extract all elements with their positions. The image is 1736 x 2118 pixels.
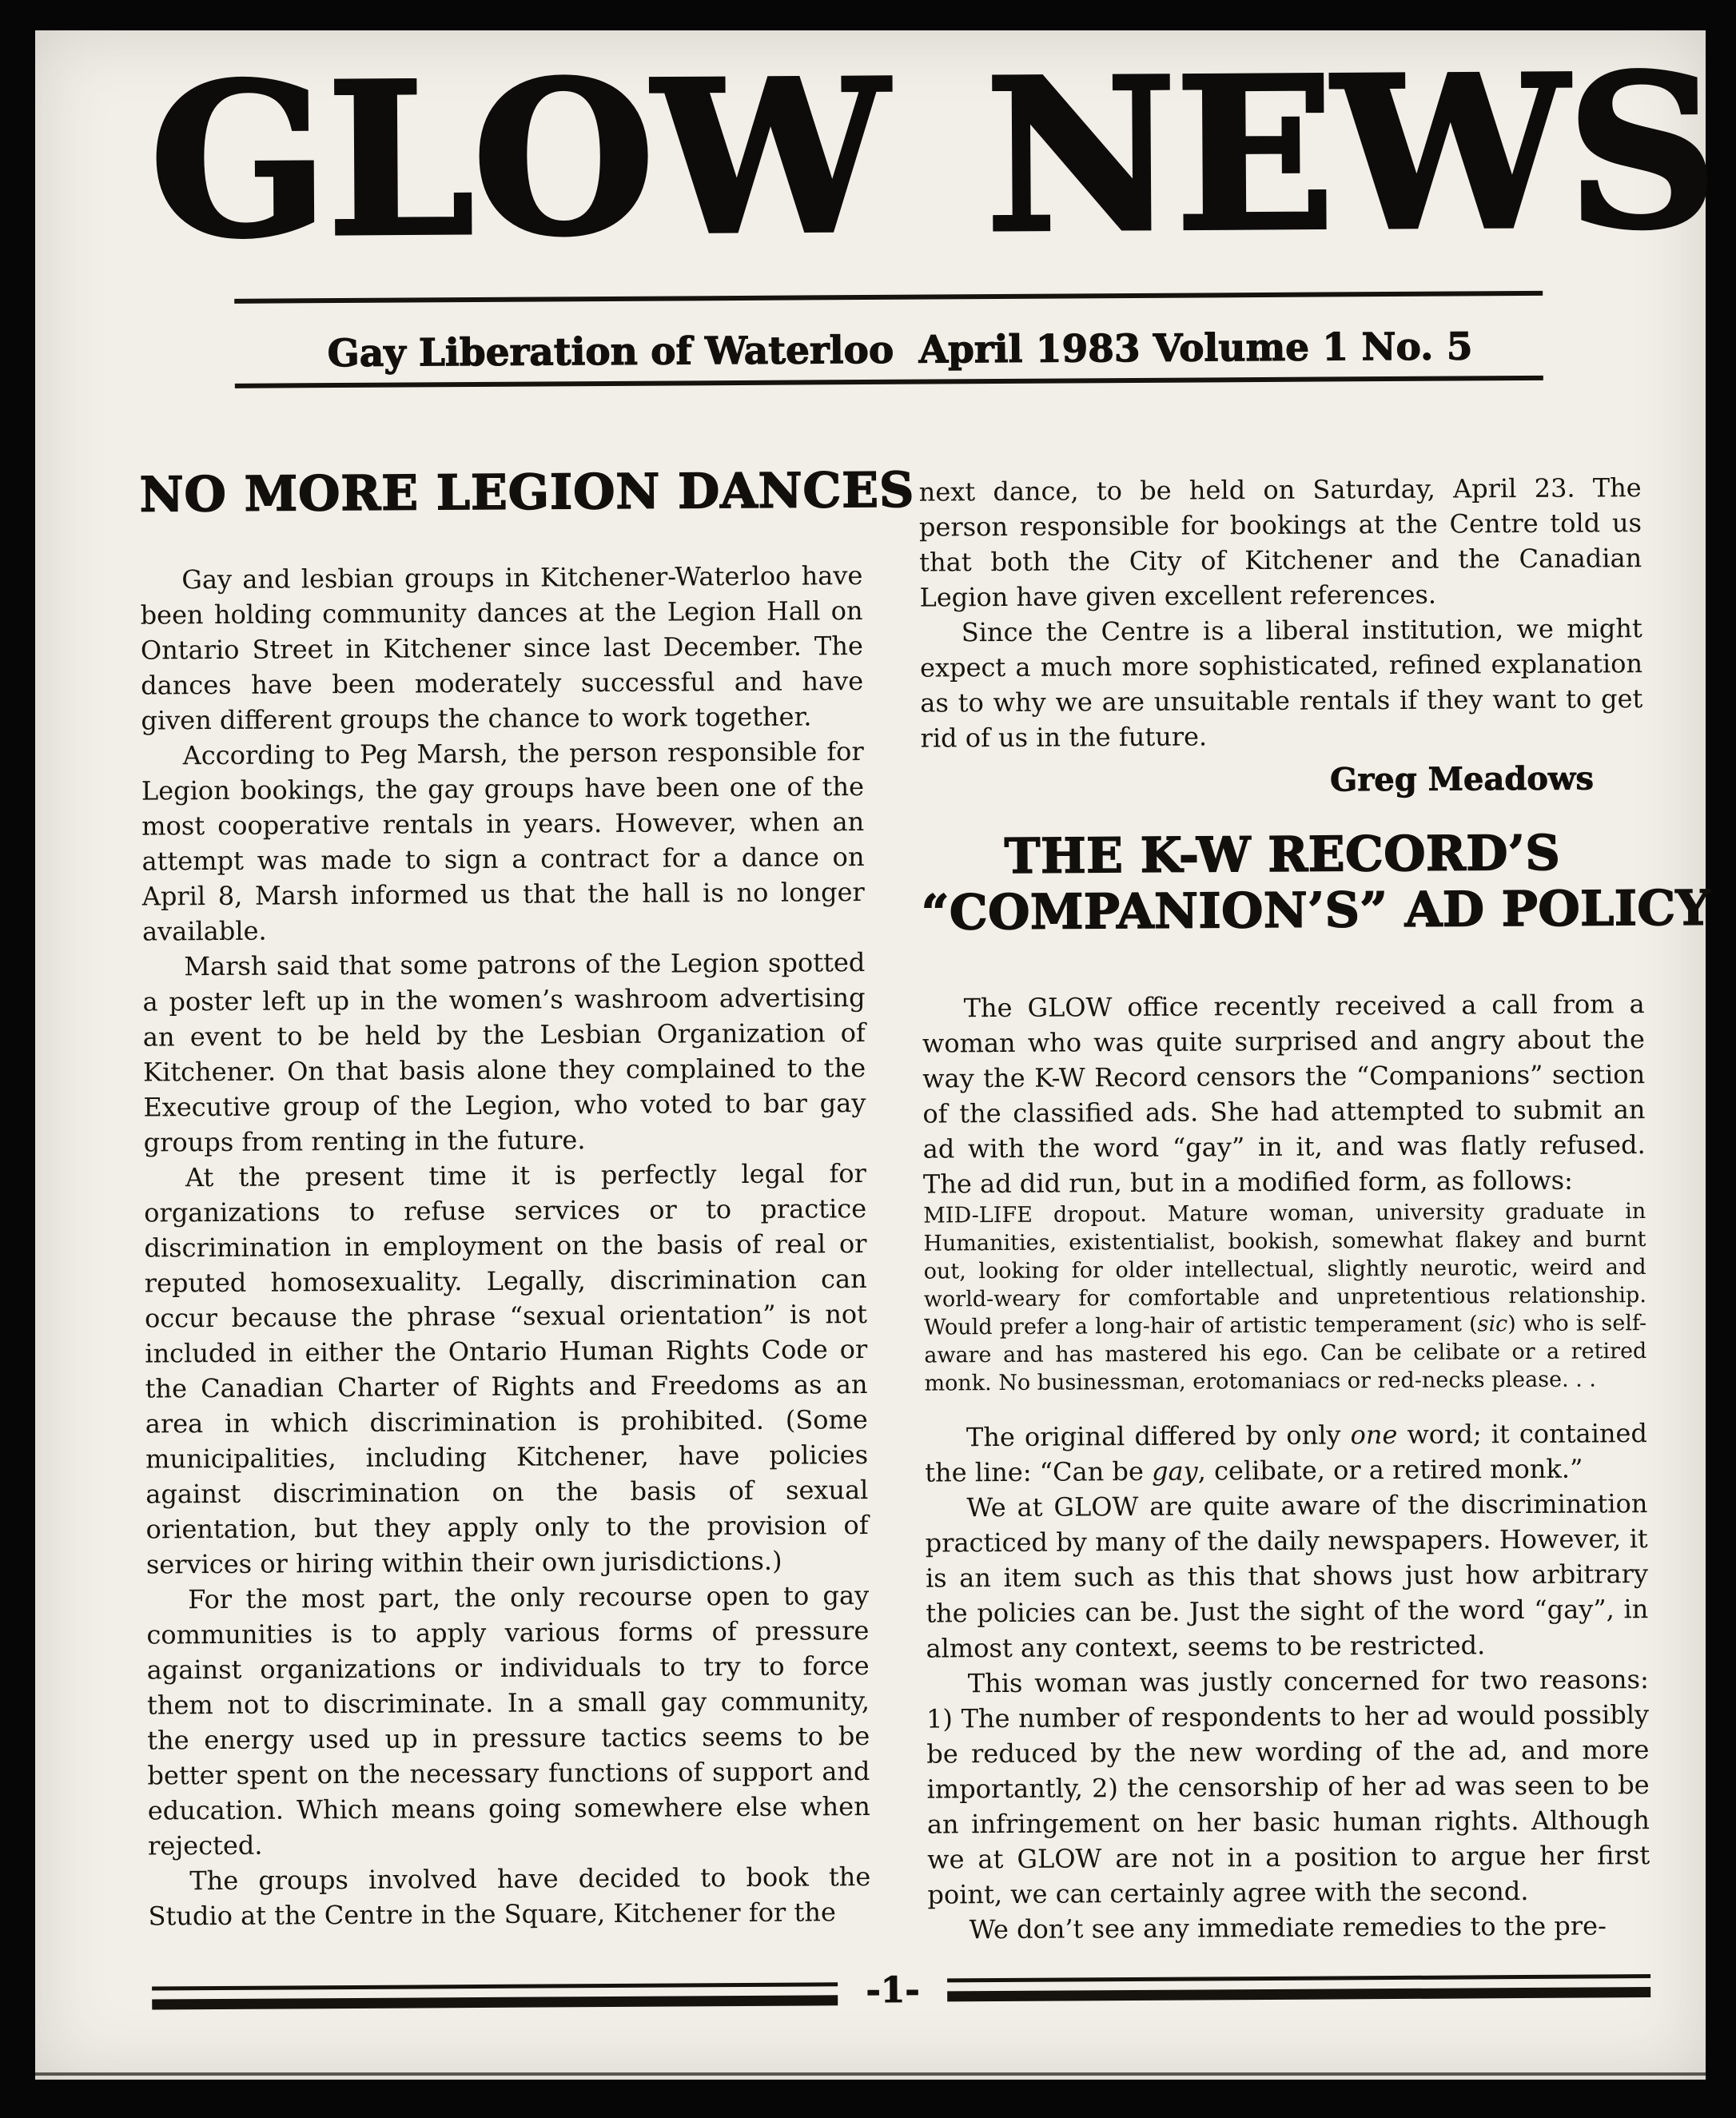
paragraph: This woman was justly concerned for two reasons: 1) The number of respondents to her ad would possibly be reduced by the new wording of the ad, and more importantly, 2) the censorship of her ad was seen to be an infringement on her basic human rights. Although we at GLOW are not in a position to argue her first point, we can certainly agree with the second.	[926, 1664, 1650, 1910]
right-column	[918, 470, 1711, 1947]
paragraph: next dance, to be held on Saturday, April 23. The person responsible for bookings at the Centre told us that both the City of Kitchener and the Canadian Legion have given excellent references.	[918, 472, 1642, 613]
article2-body	[922, 986, 1650, 1947]
text-segment: MID-LIFE dropout. Mature woman, university graduate in Humanities, existentialist, bookish, somewhat flakey and burnt out, looking for older intellectual, slightly neurotic, weird and world-weary for comfortable and unpretentious relationship. Would prefer a long-hair of artistic temperament (	[923, 1199, 1646, 1340]
paragraph: At the present time it is perfectly legal for organizations to refuse services or to practice discrimination in employment on the basis of real or reputed homosexuality. Legally, discrimination can occur because the phrase “sexual orientation” is not included in either the Ontario Human Rights Code or the Canadian Charter of Rights and Freedoms as an area in which discrimination is prohibited. (Some municipalities, including Kitchener, have policies against discrimination on the basis of sexual orientation, but they apply only to the provision of services or hiring within their own jurisdictions.)	[144, 1158, 869, 1580]
article2-headline-line2: “COMPANION’S” AD POLICY	[921, 880, 1711, 942]
article1-headline: NO MORE LEGION DANCES	[139, 462, 915, 524]
article1-continuation	[919, 470, 1643, 756]
italic-word-sic: sic	[1477, 1312, 1508, 1337]
paragraph: We don’t see any immediate remedies to the pre-	[969, 1910, 1607, 1945]
paragraph: According to Peg Marsh, the person responsible for Legion bookings, the gay groups have been one of the most cooperative rentals in years. However, when an attempt was made to sign a contract for a dance on April 8, Marsh informed us that the hall is no longer available.	[141, 736, 865, 947]
masthead-subtitle-band	[30, 324, 1701, 383]
paragraph: For the most part, the only recourse open to gay communities is to apply various forms of pressure against organizations or individuals to try to force them not to discriminate. In a small gay community, the energy used up in pressure tactics seems to be better spent on the necessary functions of support and education. Which means going somewhere else when rejected.	[146, 1580, 870, 1861]
paragraph: The groups involved have decided to book the Studio at the Centre in the Square, Kitchener for the	[148, 1861, 871, 1932]
italic-word-gay: gay	[1151, 1455, 1198, 1487]
text-segment: The original differed by only	[966, 1419, 1351, 1453]
paragraph: Since the Centre is a liberal institution, we might expect a much more sophisticated, refined explanation as to why we are unsuitable rentals if they want to get rid of us in the future.	[919, 613, 1643, 754]
masthead-title: GLOW NEWS	[149, 28, 1718, 285]
page-number: -1-	[866, 1969, 920, 2012]
footer-rule-left-thin	[152, 1982, 838, 1990]
paragraph: Marsh said that some patrons of the Legion spotted a poster left up in the women’s washroom advertising an event to be held by the Lesbian Organization of Kitchener. On that basis alone they complained to the Executive group of the Legion, who voted to bar gay groups from renting in the future.	[142, 947, 866, 1158]
text-segment: , celibate, or a retired monk.”	[1197, 1453, 1583, 1487]
footer-rule-right-thick	[947, 1987, 1650, 2001]
paragraph	[925, 1415, 1648, 1491]
article1-body	[140, 558, 870, 1933]
footer-rule-right-thin	[947, 1974, 1650, 1982]
footer-rule-left	[152, 1982, 838, 2009]
article1-byline: Greg Meadows	[1329, 759, 1595, 799]
italic-word-one: one	[1350, 1419, 1398, 1451]
masthead-issue-date: April 1983 Volume 1 No. 5	[918, 324, 1473, 372]
article2-headline	[921, 825, 1711, 942]
text-segment: word; it contained the line: “Can be	[925, 1418, 1648, 1488]
paragraph: The GLOW office recently received a call from a woman who was quite surprised and angry about the way the K-W Record censors the “Companions” section of the classified ads. She had attempted to submit an ad with the word “gay” in it, and was flatly refused. The ad did run, but in a modified form, as follows:	[922, 989, 1646, 1200]
footer-rule-right	[947, 1974, 1650, 2001]
newsletter-page	[35, 28, 1718, 2080]
paragraph: We at GLOW are quite aware of the discrimination practiced by many of the daily newspapers. However, it is an item such as this that shows just how arbitrary the policies can be. Just the sight of the word “gay”, in almost any context, seems to be restricted.	[925, 1488, 1649, 1664]
footer-rule-left-thick	[152, 1995, 838, 2009]
left-column	[139, 462, 915, 1933]
masthead-rule-top	[234, 291, 1543, 304]
masthead-organization: Gay Liberation of Waterloo	[327, 328, 894, 376]
page-content	[29, 26, 1718, 2085]
article2-headline-line1: THE K-W RECORD’S	[1004, 825, 1561, 885]
text-segment: ) who is self-aware and has mastered his ego. Can be celibate or a retired monk. No businessman, erotomaniacs or red-necks please. . .	[924, 1311, 1647, 1396]
paper-bottom-edge	[35, 2072, 1706, 2076]
classified-ad-text	[923, 1197, 1646, 1398]
paragraph: Gay and lesbian groups in Kitchener-Waterloo have been holding community dances at the Legion Hall on Ontario Street in Kitchener since last December. The dances have been moderately successful and have given different groups the chance to work together.	[140, 560, 864, 736]
